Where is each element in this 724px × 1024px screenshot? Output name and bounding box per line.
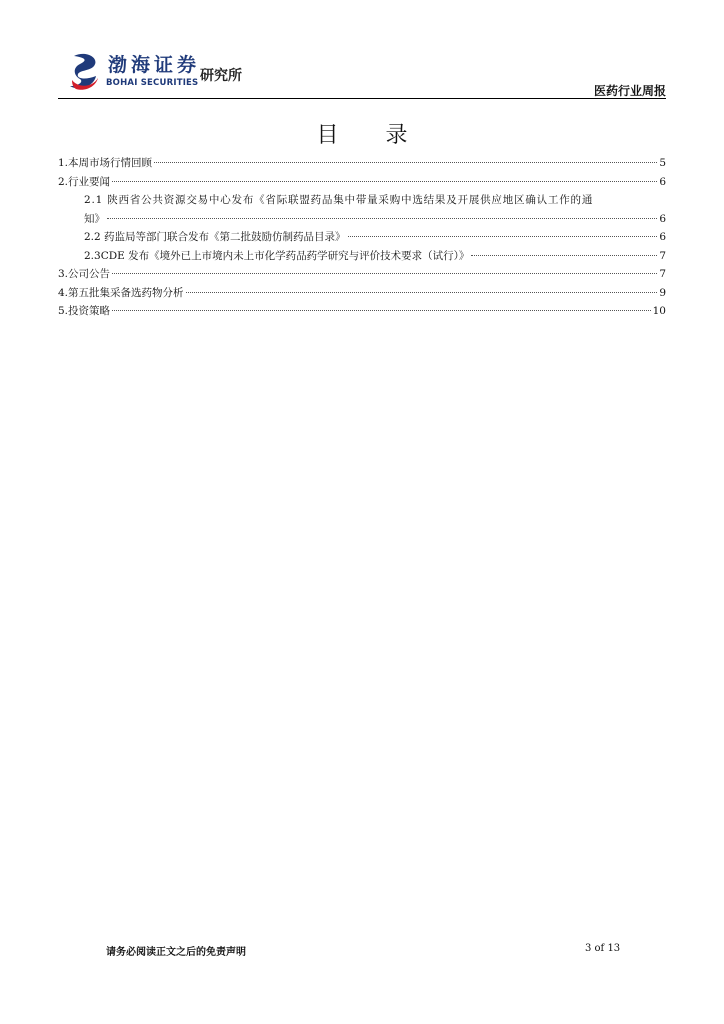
institute-name: 研究所 [200,68,242,84]
toc-entry-page: 9 [659,286,666,299]
header-divider [58,98,666,99]
toc-entry[interactable] [58,173,666,192]
toc-entry[interactable] [58,284,666,303]
report-type: 医药行业周报 [593,84,666,98]
toc-entry-page: 7 [659,268,666,280]
table-of-contents [58,154,666,321]
toc-leader-dots [186,292,658,293]
toc-leader-dots [107,218,657,219]
toc-entry-page: 10 [652,305,666,317]
logo-english-name: BOHAI SECURITIES [106,78,199,88]
toc-leader-dots [112,310,651,311]
logo-chinese-name: 渤海证券 [108,54,201,76]
bohai-logo [68,52,258,94]
toc-entry-label: 2.行业要闻 [58,175,111,188]
toc-entry-label-continued: 知》 [84,212,105,225]
toc-entry-page: 7 [659,249,666,262]
toc-leader-dots [112,181,657,182]
toc-entry-page: 6 [659,175,666,188]
toc-entry-page: 5 [659,157,666,169]
toc-entry-label: 3.公司公告 [58,268,111,280]
toc-leader-dots [154,162,657,163]
toc-entry-label: 1.本周市场行情回顾 [58,157,153,169]
toc-entry-label: 2.2 药监局等部门联合发布《第二批鼓励仿制药品目录》 [84,231,346,243]
footer-disclaimer: 请务必阅读正文之后的免责声明 [106,947,246,958]
toc-entry-label: 2.3CDE 发布《境外已上市境内未上市化学药品药学研究与评价技术要求（试行）》 [84,249,470,262]
toc-entry-page: 6 [659,231,666,243]
toc-leader-dots [471,255,657,256]
toc-entry-label: 2.1 陕西省公共资源交易中心发布《省际联盟药品集中带量采购中选结果及开展供应地区确认工作的通 [84,194,594,206]
toc-subentry[interactable] [58,228,666,247]
toc-entry[interactable] [58,154,666,173]
toc-entry[interactable] [58,302,666,321]
toc-leader-dots [112,273,657,274]
toc-entry[interactable] [58,265,666,284]
toc-title: 目 录 [316,123,428,148]
toc-subentry[interactable] [58,191,666,228]
toc-leader-dots [348,236,658,237]
footer-page-number: 3 of 13 [585,943,621,954]
toc-entry-page: 6 [659,212,666,225]
toc-entry-label: 5.投资策略 [58,305,111,317]
toc-subentry[interactable] [58,247,666,266]
bohai-logo-icon [68,52,102,92]
toc-entry-label: 4.第五批集采备选药物分析 [58,286,184,299]
